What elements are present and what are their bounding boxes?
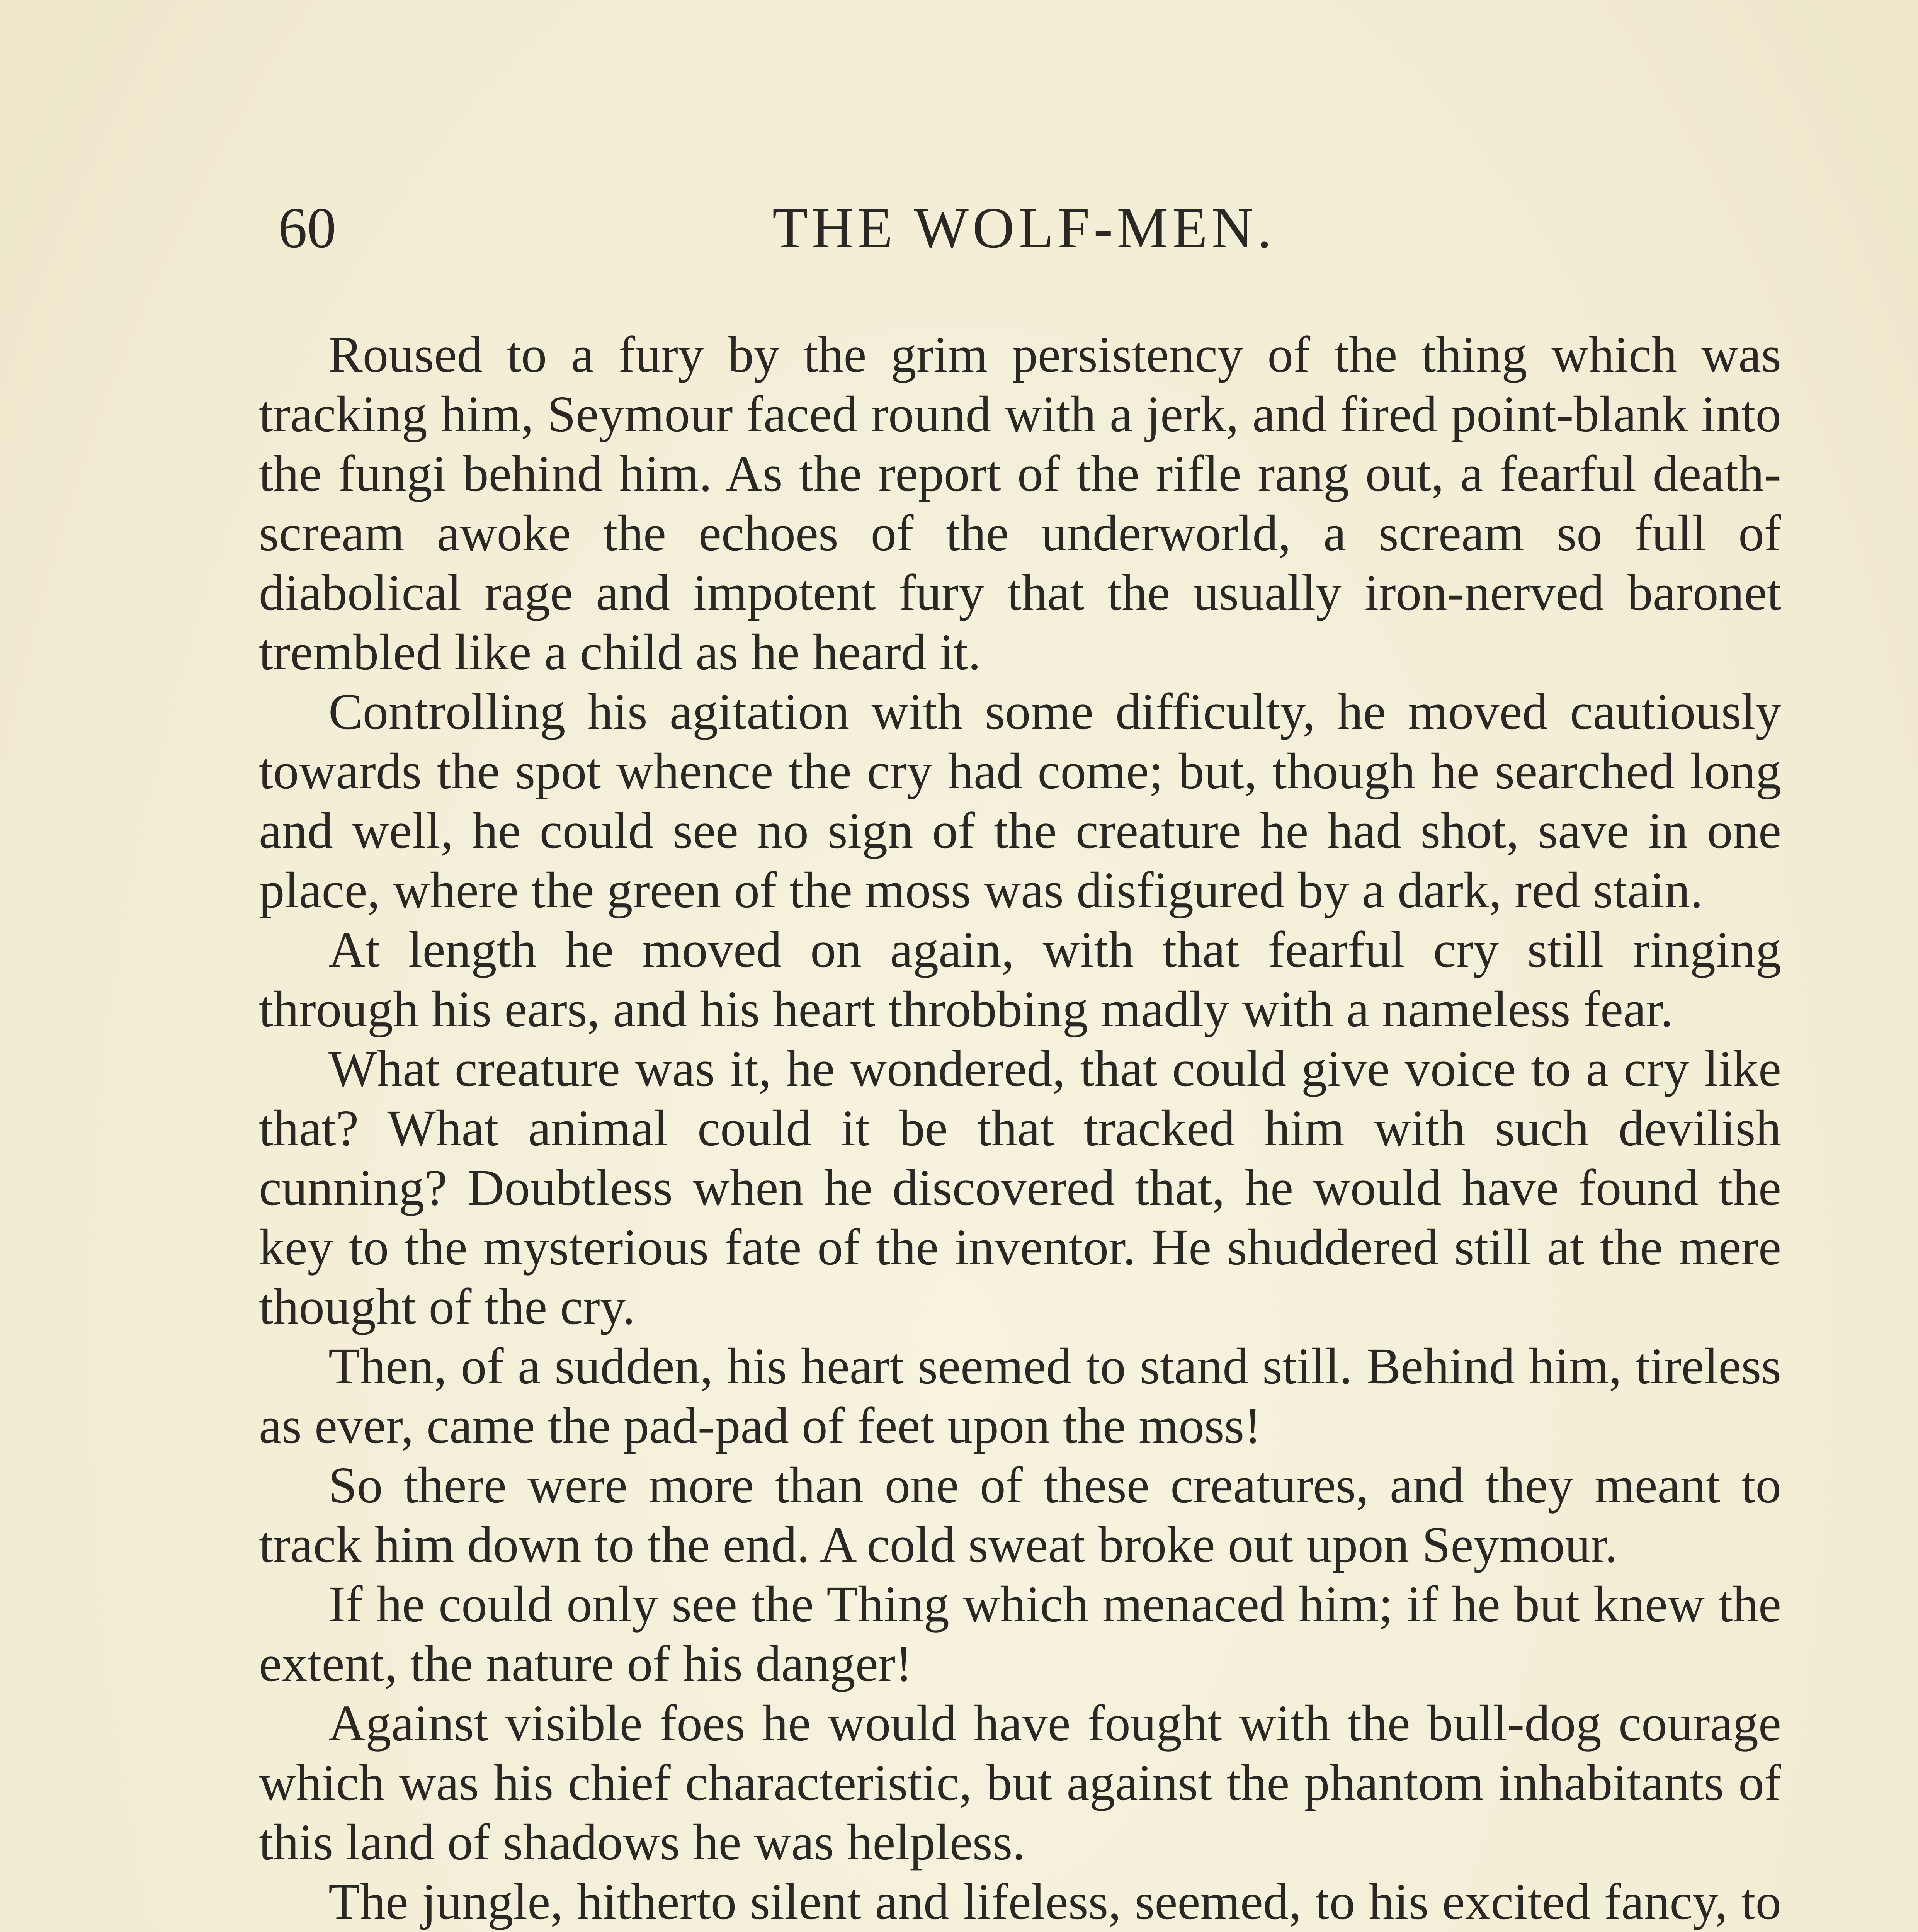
paragraph: Roused to a fury by the grim persistency of the thing which was tracking him, Seymour faced round with a jerk, and fired point-blank into the fungi behind him. As the report of the rifle rang out, a fearful death-scream awoke the echoes of the underworld, a scream so full of diabolical rage and impotent fury that the usually iron-nerved baronet trembled like a child as he heard it.	[259, 326, 1781, 680]
body-text	[259, 325, 1781, 1932]
paragraph: So there were more than one of these creatures, and they meant to track him down to the end. A cold sweat broke out upon Seymour.	[259, 1456, 1781, 1573]
paragraph: At length he moved on again, with that fearful cry still ringing through his ears, and his heart throbbing madly with a nameless fear.	[259, 921, 1781, 1037]
paragraph: What creature was it, he wondered, that could give voice to a cry like that? What animal could it be that tracked him with such devilish cunning? Doubtless when he discovered that, he would have found the key to the mysterious fate of the inventor. He shuddered still at the mere thought of the cry.	[259, 1040, 1781, 1335]
paragraph: If he could only see the Thing which menaced him; if he but knew the extent, the nature of his danger!	[259, 1575, 1781, 1692]
paragraph: Controlling his agitation with some difficulty, he moved cautiously towards the spot whence the cry had come; but, though he searched long and well, he could see no sign of the creature he had shot, save in one place, where the green of the moss was disfigured by a dark, red stain.	[259, 683, 1781, 918]
page-number: 60	[278, 196, 336, 260]
paragraph: Then, of a sudden, his heart seemed to stand still. Behind him, tireless as ever, came the pad-pad of feet upon the moss!	[259, 1337, 1781, 1454]
paragraph: Against visible foes he would have fought with the bull-dog courage which was his chief characteristic, but against the phantom inhabitants of this land of shadows he was helpless.	[259, 1694, 1781, 1871]
paragraph: The jungle, hitherto silent and lifeless, seemed, to his excited fancy, to	[328, 1873, 1781, 1930]
running-head: THE WOLF-MEN.	[772, 196, 1276, 260]
page-header	[278, 193, 1770, 263]
